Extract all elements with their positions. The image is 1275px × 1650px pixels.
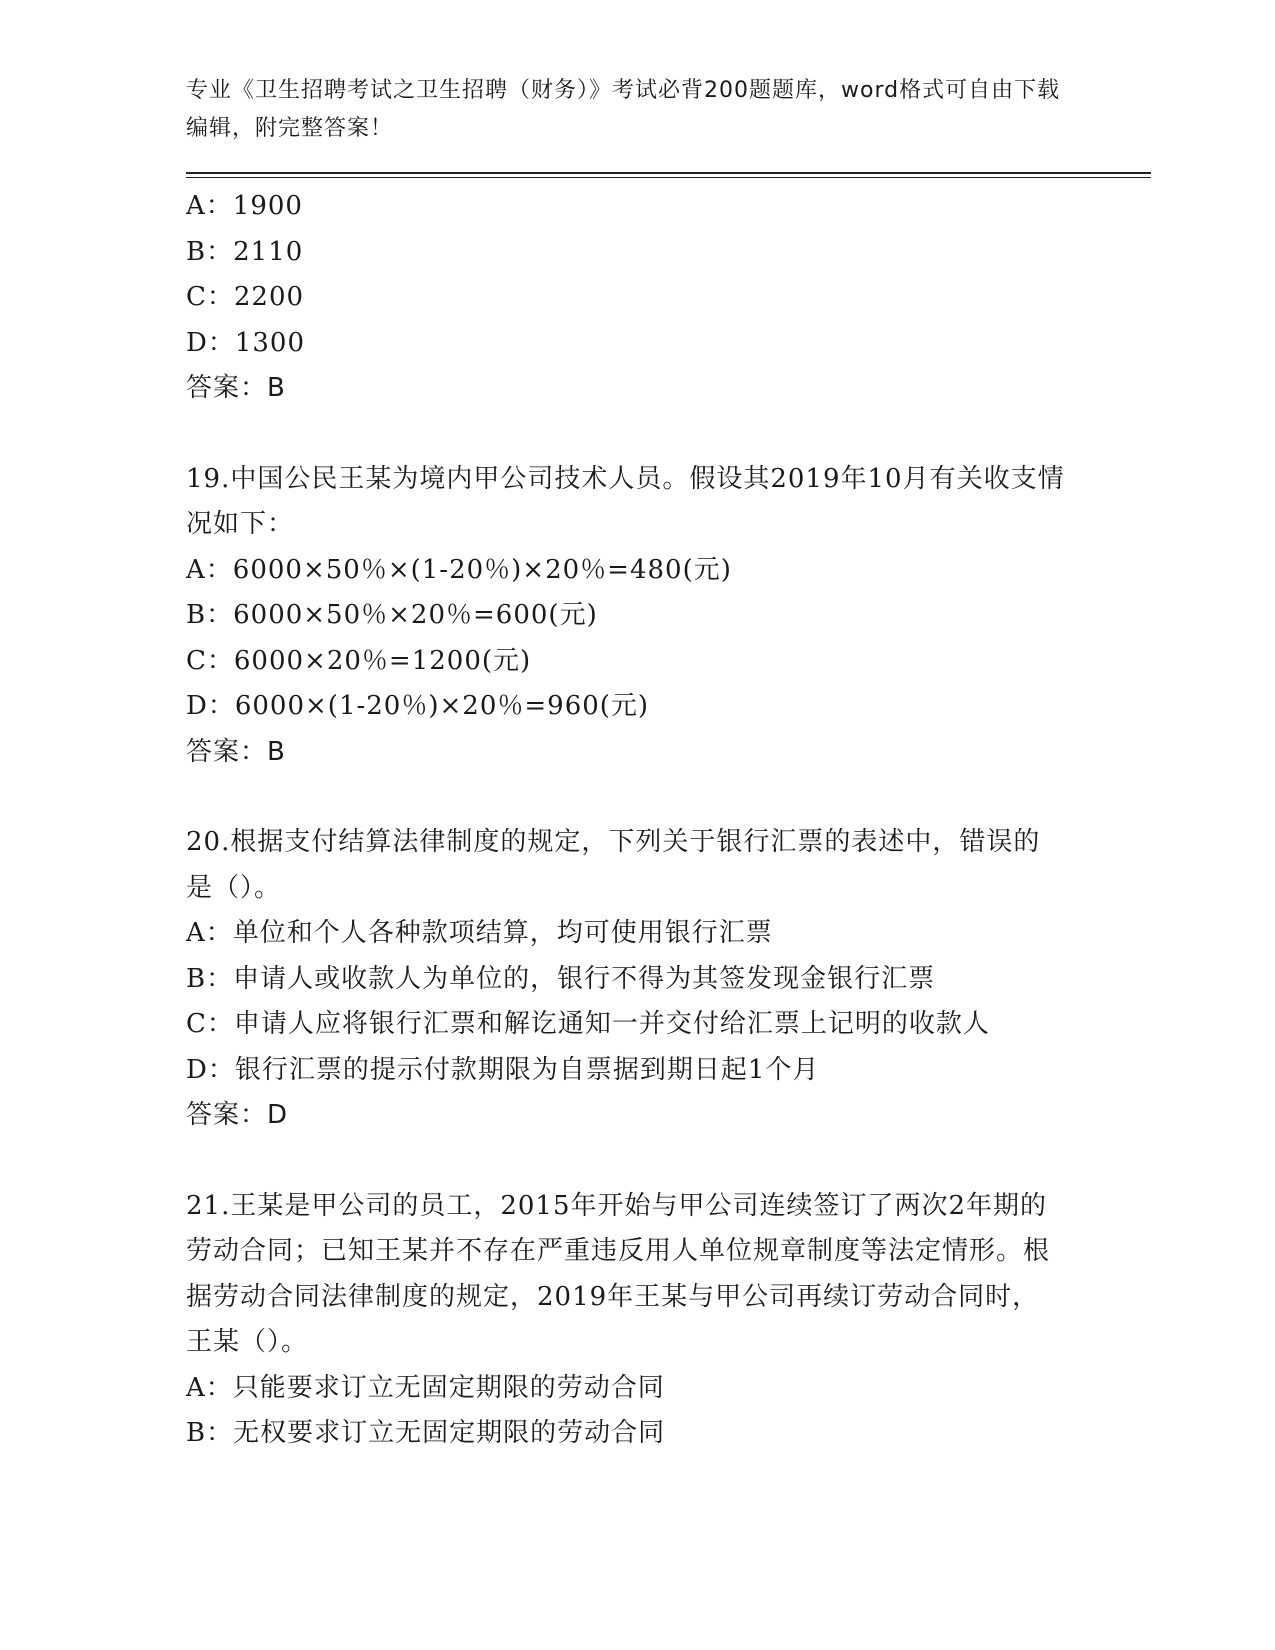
answer-line: 答案：B: [186, 736, 286, 767]
option-d: D：1300: [186, 327, 306, 358]
option-d: D：银行汇票的提示付款期限为自票据到期日起1个月: [186, 1054, 820, 1085]
question-list: [186, 184, 1151, 1457]
block-gap: [186, 1139, 1151, 1184]
option-b: B：2110: [186, 236, 304, 267]
question-block-21: [186, 1184, 1151, 1457]
option-a: A：1900: [186, 191, 303, 221]
option-a: A：单位和个人各种款项结算，均可使用银行汇票: [186, 918, 773, 948]
question-block-19: [186, 457, 1151, 776]
question-text: 19.中国公民王某为境内甲公司技术人员。假设其2019年10月有关收支情况如下：: [186, 463, 1065, 539]
answer-line: 答案：B: [186, 373, 286, 403]
header-rule: [186, 172, 1151, 178]
question-block-18: [186, 184, 1151, 412]
option-c: C：申请人应将银行汇票和解讫通知一并交付给汇票上记明的收款人: [186, 1009, 990, 1039]
option-a: A：6000×50％×(1-20％)×20％=480(元): [186, 554, 732, 585]
option-b: B：申请人或收款人为单位的，银行不得为其签发现金银行汇票: [186, 963, 936, 994]
block-gap: [186, 412, 1151, 457]
question-block-20: [186, 820, 1151, 1139]
question-text: 21.王某是甲公司的员工，2015年开始与甲公司连续签订了两次2年期的劳动合同；已知王某并不存在严重违反用人单位规章制度等法定情形。根据劳动合同法律制度的规定，2019年王某与甲公司再续订劳动合同时，王某（）。: [186, 1190, 1051, 1357]
option-b: B：无权要求订立无固定期限的劳动合同: [186, 1418, 666, 1448]
block-gap: [186, 775, 1151, 820]
option-a: A：只能要求订立无固定期限的劳动合同: [186, 1372, 665, 1403]
option-c: C：6000×20％=1200(元): [186, 645, 532, 676]
option-d: D：6000×(1-20％)×20％=960(元): [186, 691, 650, 721]
question-text: 20.根据支付结算法律制度的规定，下列关于银行汇票的表述中，错误的是（）。: [186, 827, 1041, 903]
document-page: [186, 0, 1151, 1457]
document-header: 专业《卫生招聘考试之卫生招聘（财务）》考试必背200题题库，word格式可自由下载编辑，附完整答案！: [186, 78, 1061, 141]
option-c: C：2200: [186, 282, 305, 312]
answer-line: 答案：D: [186, 1100, 289, 1130]
option-b: B：6000×50％×20％=600(元): [186, 600, 598, 630]
